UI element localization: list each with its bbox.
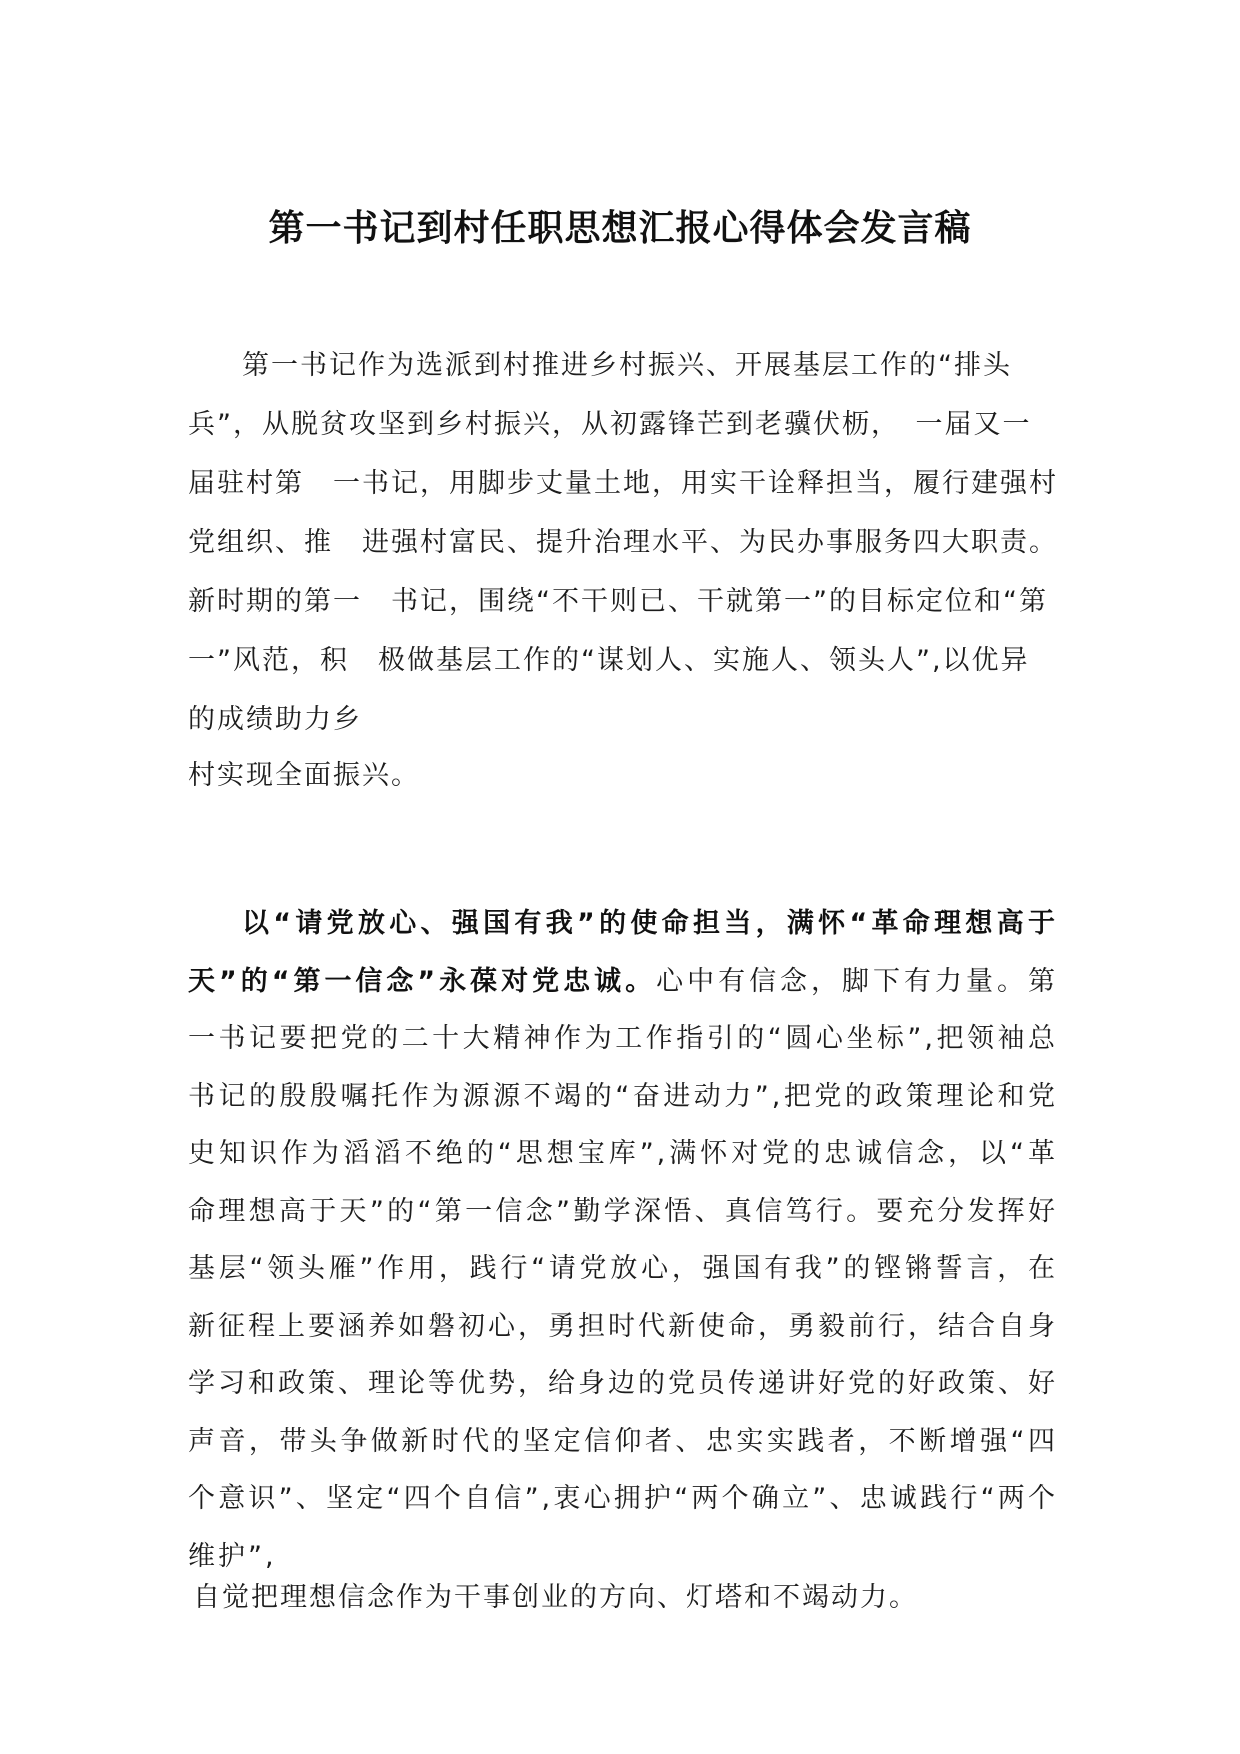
paragraph-loyalty-continuation: 自觉把理想信念作为干事创业的方向、灯塔和不竭动力。 [193, 1582, 918, 1613]
paragraph-intro: 第一书记作为选派到村推进乡村振兴、开展基层工作的“排头兵”，从脱贫攻坚到乡村振兴，从初露锋芒到老骥伏枥， 一届又一届驻村第 一书记，用脚步丈量土地，用实干诠释担当，履行建强村党组织、推 进强村富民、提升治理水平、为民办事服务四大职责。新时期的第一 书记，围绕“不干则已、干就第一”的目标定位和“第一”风范，积 极做基层工作的“谋划人、实施人、领头人”,以优异的成绩助力乡 [188, 350, 1058, 735]
paragraph-intro-continuation: 村实现全面振兴。 [188, 760, 420, 791]
paragraph-loyalty [188, 895, 1058, 1585]
paragraph-loyalty-body: 心中有信念，脚下有力量。第一书记要把党的二十大精神作为工作指引的“圆心坐标”,把领袖总书记的殷殷嘱托作为源源不竭的“奋进动力”,把党的政策理论和党史知识作为滔滔不绝的“思想宝库”,满怀对党的忠诚信念，以“革命理想高于天”的“第一信念”勤学深悟、真信笃行。要充分发挥好基层“领头雁”作用，践行“请党放心，强国有我”的铿锵誓言，在新征程上要涵养如磐初心，勇担时代新使命，勇毅前行，结合自身学习和政策、理论等优势，给身边的党员传递讲好党的好政策、好声音，带头争做新时代的坚定信仰者、忠实实践者，不断增强“四个意识”、坚定“四个自信”,衷心拥护“两个确立”、忠诚践行“两个维护”, [188, 965, 1058, 1572]
document-title: 第一书记到村任职思想汇报心得体会发言稿 [268, 208, 972, 249]
paragraph-loyalty-lead: 以“请党放心、强国有我”的使命担当，满怀“革命理想高于天”的“第一信念”永葆对党忠诚。 [188, 908, 1058, 997]
